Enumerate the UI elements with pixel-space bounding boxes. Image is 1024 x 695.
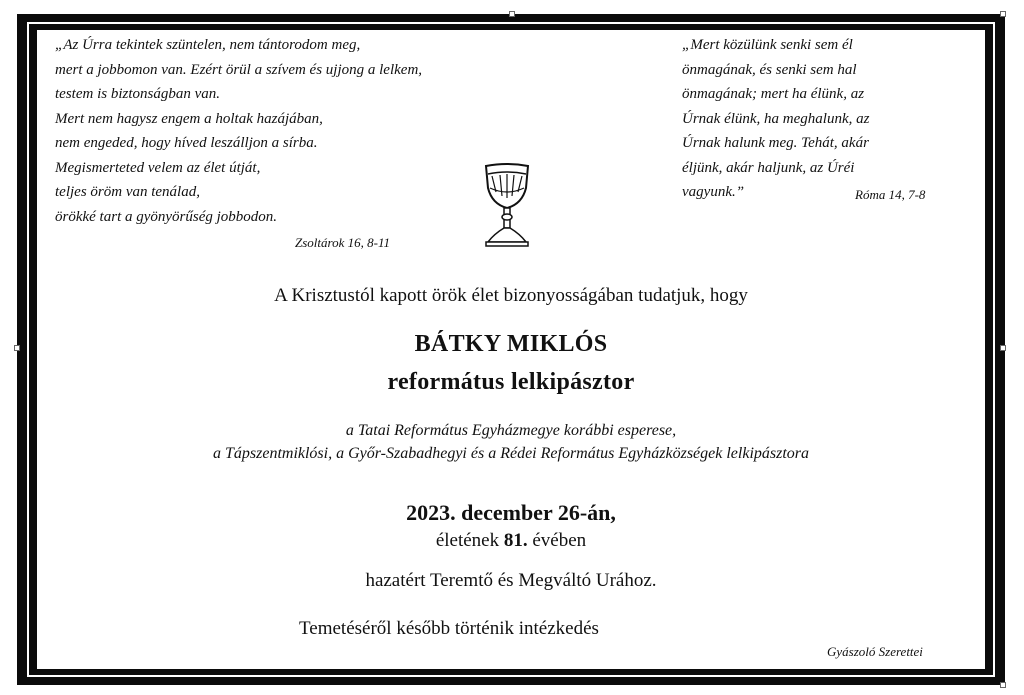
verse-left xyxy=(55,33,422,229)
verse-right-line: Úrnak élünk, ha meghalunk, az xyxy=(682,110,870,127)
verse-left-reference: Zsoltárok 16, 8-11 xyxy=(295,235,390,250)
verse-left-line: mert a jobbomon van. Ezért örül a szívem és ujjong a lelkem, xyxy=(55,61,423,78)
resize-handle-bottom-right[interactable] xyxy=(1000,682,1006,688)
resize-handle-top-right[interactable] xyxy=(1000,11,1006,17)
verse-right-reference: Róma 14, 7-8 xyxy=(855,187,926,202)
funeral-line: Temetéséről később történik intézkedés xyxy=(299,618,599,639)
deceased-name: BÁTKY MIKLÓS xyxy=(414,331,608,357)
notice-paper xyxy=(37,30,985,669)
verse-right-line: vagyunk.” xyxy=(682,184,745,200)
verse-right-line: „Mert közülünk senki sem él xyxy=(682,37,853,53)
verse-left-line: testem is biztonságban van. xyxy=(55,86,220,102)
verse-right-line: Úrnak halunk meg. Tehát, akár xyxy=(682,135,869,151)
role-line-1: a Tatai Református Egyházmegye korábbi esperese, xyxy=(345,422,677,439)
age-line xyxy=(37,530,985,552)
verse-right-line: önmagának; mert ha élünk, az xyxy=(682,86,865,102)
age-suffix: évében xyxy=(527,530,587,551)
resize-handle-top[interactable] xyxy=(509,11,515,17)
verse-left-line: Megismerteted velem az élet útját, xyxy=(55,159,261,176)
verse-right-line: önmagának, és senki sem hal xyxy=(682,61,857,78)
age-prefix: életének xyxy=(435,530,504,551)
passing-line: hazatért Teremtő és Megváltó Urához. xyxy=(365,570,657,591)
resize-handle-right[interactable] xyxy=(1000,345,1006,351)
deceased-title: református lelkipásztor xyxy=(387,369,635,395)
chalice-icon xyxy=(482,162,532,248)
verse-right xyxy=(682,33,869,205)
role-line-2: a Tápszentmiklósi, a Győr-Szabadhegyi és a Rédei Református Egyházközségek lelkipásztora xyxy=(212,445,810,462)
verse-left-line: Mert nem hagysz engem a holtak hazájában, xyxy=(55,110,323,127)
verse-left-line: teljes öröm van tenálad, xyxy=(55,184,200,200)
verse-left-line: „Az Úrra tekintek szüntelen, nem tántorodom meg, xyxy=(55,37,361,53)
intro-line: A Krisztustól kapott örök élet bizonyosságában tudatjuk, hogy xyxy=(274,285,748,306)
verse-left-line: nem engeded, hogy híved leszálljon a sírba. xyxy=(55,135,318,151)
resize-handle-left[interactable] xyxy=(14,345,20,351)
verse-left-line: örökké tart a gyönyörűség jobbodon. xyxy=(55,208,278,225)
verse-right-line: éljünk, akár haljunk, az Úréi xyxy=(682,159,855,176)
signature: Gyászoló Szerettei xyxy=(827,644,923,659)
black-border-frame xyxy=(17,14,1005,685)
date-of-death: 2023. december 26-án, xyxy=(406,500,616,525)
age-number: 81. xyxy=(503,530,528,551)
